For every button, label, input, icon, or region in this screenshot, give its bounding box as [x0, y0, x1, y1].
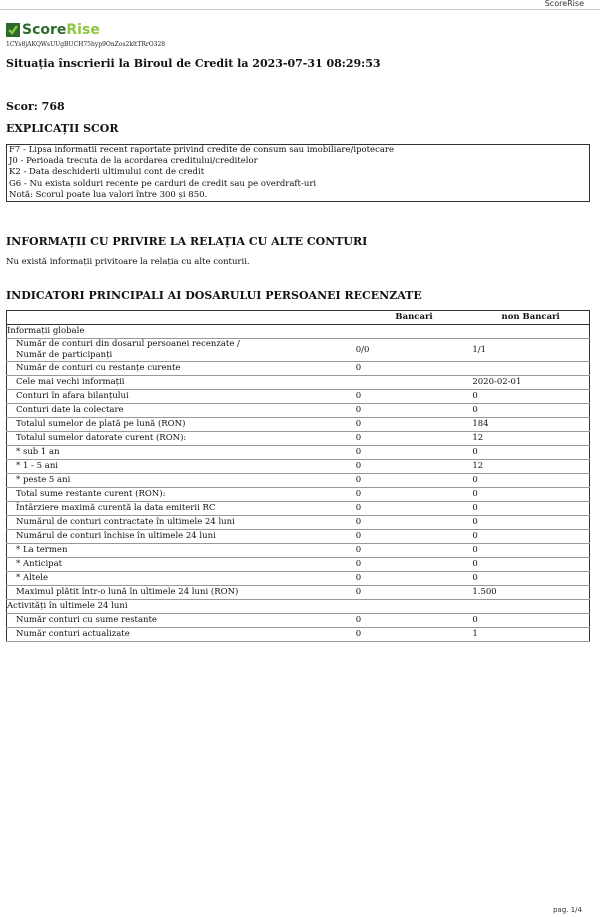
explanation-line: G6 - Nu exista solduri recente pe carduri de credit sau pe overdraft-uri: [9, 178, 317, 189]
table-row: [7, 362, 590, 376]
table-row: [7, 390, 590, 404]
non-bancari-value: 12: [472, 460, 589, 474]
table-row: [7, 376, 590, 390]
bancari-value: 0: [356, 474, 473, 488]
non-bancari-value: 2020-02-01: [472, 376, 589, 390]
bancari-value: 0: [356, 488, 473, 502]
row-label: * peste 5 ani: [7, 474, 356, 488]
table-row: [7, 460, 590, 474]
bancari-value: 0: [356, 390, 473, 404]
bancari-value: 0: [356, 614, 473, 628]
row-label: Cele mai vechi informații: [7, 376, 356, 390]
table-row: [7, 432, 590, 446]
row-label: * Anticipat: [7, 558, 356, 572]
bancari-value: 0/0: [356, 339, 473, 362]
table-header-row: [7, 311, 590, 325]
bancari-value: 0: [356, 544, 473, 558]
row-label: Conturi date la colectare: [7, 404, 356, 418]
row-label: Număr conturi cu sume restante: [7, 614, 356, 628]
section-row-global: [7, 325, 590, 339]
section-label: Informații globale: [7, 325, 590, 339]
non-bancari-value: 1: [472, 628, 589, 642]
non-bancari-value: 1.500: [472, 586, 589, 600]
row-label: * sub 1 an: [7, 446, 356, 460]
table-row: [7, 418, 590, 432]
row-label: Totalul sumelor datorate curent (RON):: [7, 432, 356, 446]
table-row: [7, 572, 590, 586]
document-id: 1CYs8jAKQWsUUgBUCH75hyp9OnZos2kltTRrO328: [6, 41, 166, 48]
top-bar: [0, 0, 600, 10]
bancari-value: 0: [356, 516, 473, 530]
logo: [6, 22, 100, 38]
table-row: [7, 586, 590, 600]
table-row: [7, 404, 590, 418]
table-row: [7, 446, 590, 460]
non-bancari-value: [472, 362, 589, 376]
non-bancari-value: 0: [472, 390, 589, 404]
explanations-heading: EXPLICAȚII SCOR: [6, 122, 119, 135]
non-bancari-value: 0: [472, 614, 589, 628]
row-label: Numărul de conturi contractate în ultimele 24 luni: [7, 516, 356, 530]
non-bancari-value: 0: [472, 446, 589, 460]
bancari-value: 0: [356, 530, 473, 544]
indicators-table: [6, 310, 590, 642]
row-label: Maximul plătit într-o lună în ultimele 24 luni (RON): [7, 586, 356, 600]
section-row-activity: [7, 600, 590, 614]
non-bancari-value: 0: [472, 404, 589, 418]
relations-text: Nu există informații privitoare la relația cu alte conturii.: [6, 257, 250, 267]
row-label: Întârziere maximă curentă la data emiterii RC: [7, 502, 356, 516]
score-heading: Scor: 768: [6, 100, 65, 113]
row-label: Număr de conturi cu restanțe curente: [7, 362, 356, 376]
row-label: * La termen: [7, 544, 356, 558]
non-bancari-value: 0: [472, 544, 589, 558]
row-label: Conturi în afara bilanțului: [7, 390, 356, 404]
logo-text: ScoreRise: [22, 22, 100, 38]
table-row: [7, 516, 590, 530]
row-label: Numărul de conturi închise în ultimele 24 luni: [7, 530, 356, 544]
indicators-heading: INDICATORI PRINCIPALI AI DOSARULUI PERSOANEI RECENZATE: [6, 289, 422, 302]
bancari-value: 0: [356, 572, 473, 586]
row-label: * 1 - 5 ani: [7, 460, 356, 474]
table-row: [7, 502, 590, 516]
row-label: Număr de conturi din dosarul persoanei recenzate / Număr de participanți: [7, 339, 356, 362]
header-non-bancari: non Bancari: [472, 311, 589, 325]
non-bancari-value: 1/1: [472, 339, 589, 362]
non-bancari-value: 0: [472, 558, 589, 572]
table-row: [7, 474, 590, 488]
checkmark-logo-icon: [6, 23, 20, 37]
explanation-line: K2 - Data deschiderii ultimului cont de credit: [9, 167, 205, 178]
score-range-note: Notă: Scorul poate lua valori între 300 și 850.: [9, 189, 208, 200]
table-row: [7, 530, 590, 544]
table-row: [7, 628, 590, 642]
row-label: Total sume restante curent (RON):: [7, 488, 356, 502]
non-bancari-value: 0: [472, 502, 589, 516]
bancari-value: 0: [356, 460, 473, 474]
table-row: [7, 544, 590, 558]
row-label: Număr conturi actualizate: [7, 628, 356, 642]
bancari-value: 0: [356, 502, 473, 516]
row-label: Totalul sumelor de plată pe lună (RON): [7, 418, 356, 432]
table-row: [7, 614, 590, 628]
brand-name: ScoreRise: [544, 0, 584, 8]
header-empty-cell: [7, 311, 356, 325]
page-title: Situația înscrierii la Biroul de Credit la 2023-07-31 08:29:53: [6, 57, 381, 70]
bancari-value: 0: [356, 446, 473, 460]
non-bancari-value: 0: [472, 488, 589, 502]
bancari-value: 0: [356, 418, 473, 432]
explanations-box: [6, 144, 590, 202]
row-label: * Altele: [7, 572, 356, 586]
bancari-value: 0: [356, 362, 473, 376]
non-bancari-value: 12: [472, 432, 589, 446]
non-bancari-value: 0: [472, 516, 589, 530]
section-label: Activități în ultimele 24 luni: [7, 600, 590, 614]
table-row: [7, 339, 590, 362]
explanation-line: J0 - Perioada trecuta de la acordarea creditului/creditelor: [9, 156, 258, 167]
bancari-value: 0: [356, 628, 473, 642]
bancari-value: 0: [356, 586, 473, 600]
relations-heading: INFORMAȚII CU PRIVIRE LA RELAȚIA CU ALTE CONTURI: [6, 235, 368, 248]
non-bancari-value: 0: [472, 474, 589, 488]
explanation-line: F7 - Lipsa informatii recent raportate privind credite de consum sau imobiliare/ipotecare: [9, 145, 394, 155]
bancari-value: 0: [356, 432, 473, 446]
table-row: [7, 488, 590, 502]
header-bancari: Bancari: [356, 311, 473, 325]
page-number: pag. 1/4: [553, 906, 582, 914]
bancari-value: 0: [356, 404, 473, 418]
non-bancari-value: 184: [472, 418, 589, 432]
bancari-value: 0: [356, 558, 473, 572]
non-bancari-value: 0: [472, 530, 589, 544]
table-row: [7, 558, 590, 572]
bancari-value: [356, 376, 473, 390]
non-bancari-value: 0: [472, 572, 589, 586]
